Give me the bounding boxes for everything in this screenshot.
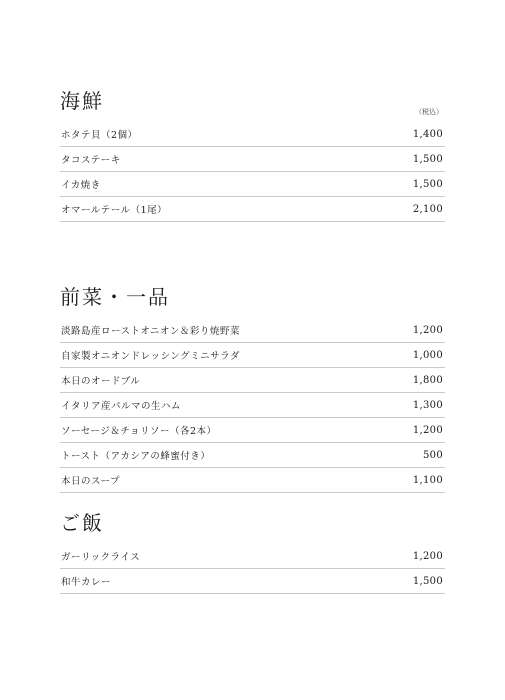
item-name: ソーセージ＆チョリソー（各2本） [61,426,217,437]
menu-item [60,147,445,172]
menu-list [60,318,445,493]
item-price: 500 [423,449,443,461]
item-name: トースト（アカシアの蜂蜜付き） [61,451,211,462]
item-price: 1,800 [412,374,443,386]
item-price: 1,000 [412,349,443,361]
tax-note: （税込） [415,108,443,116]
menu-item [60,468,445,493]
menu-item [60,393,445,418]
menu-item [60,544,445,569]
item-name: オマールテール（1尾） [61,205,168,216]
section-seafood [60,86,445,222]
section-rice [60,508,445,594]
menu-item [60,368,445,393]
section-title: 前菜・一品 [60,285,170,309]
item-name: イタリア産パルマの生ハム [61,401,182,412]
menu-item [60,343,445,368]
menu-item [60,443,445,468]
menu-item [60,197,445,222]
section-title: 海鮮 [60,89,104,113]
item-price: 1,500 [412,178,443,190]
item-name: 本日のスープ [61,476,121,487]
menu-item [60,122,445,147]
menu-list [60,122,445,222]
menu-item [60,318,445,343]
item-name: 本日のオードブル [61,376,141,387]
item-price: 1,300 [412,399,443,411]
item-price: 2,100 [412,203,443,215]
item-price: 1,400 [412,128,443,140]
menu-item [60,569,445,594]
item-price: 1,100 [412,474,443,486]
menu-item [60,172,445,197]
item-price: 1,200 [412,550,443,562]
item-name: 自家製オニオンドレッシングミニサラダ [61,351,241,362]
item-price: 1,500 [412,575,443,587]
section-appetizers [60,282,445,493]
item-name: イカ焼き [61,180,101,191]
menu-list [60,544,445,594]
item-name: 淡路島産ローストオニオン＆彩り焼野菜 [61,326,240,337]
item-name: ガーリックライス [61,552,141,563]
section-title: ご飯 [60,511,104,535]
item-name: ホタテ貝（2個） [61,130,138,141]
item-price: 1,200 [412,424,443,436]
item-price: 1,200 [412,324,443,336]
item-name: タコステーキ [61,155,121,166]
item-price: 1,500 [412,153,443,165]
item-name: 和牛カレー [61,577,112,588]
menu-item [60,418,445,443]
